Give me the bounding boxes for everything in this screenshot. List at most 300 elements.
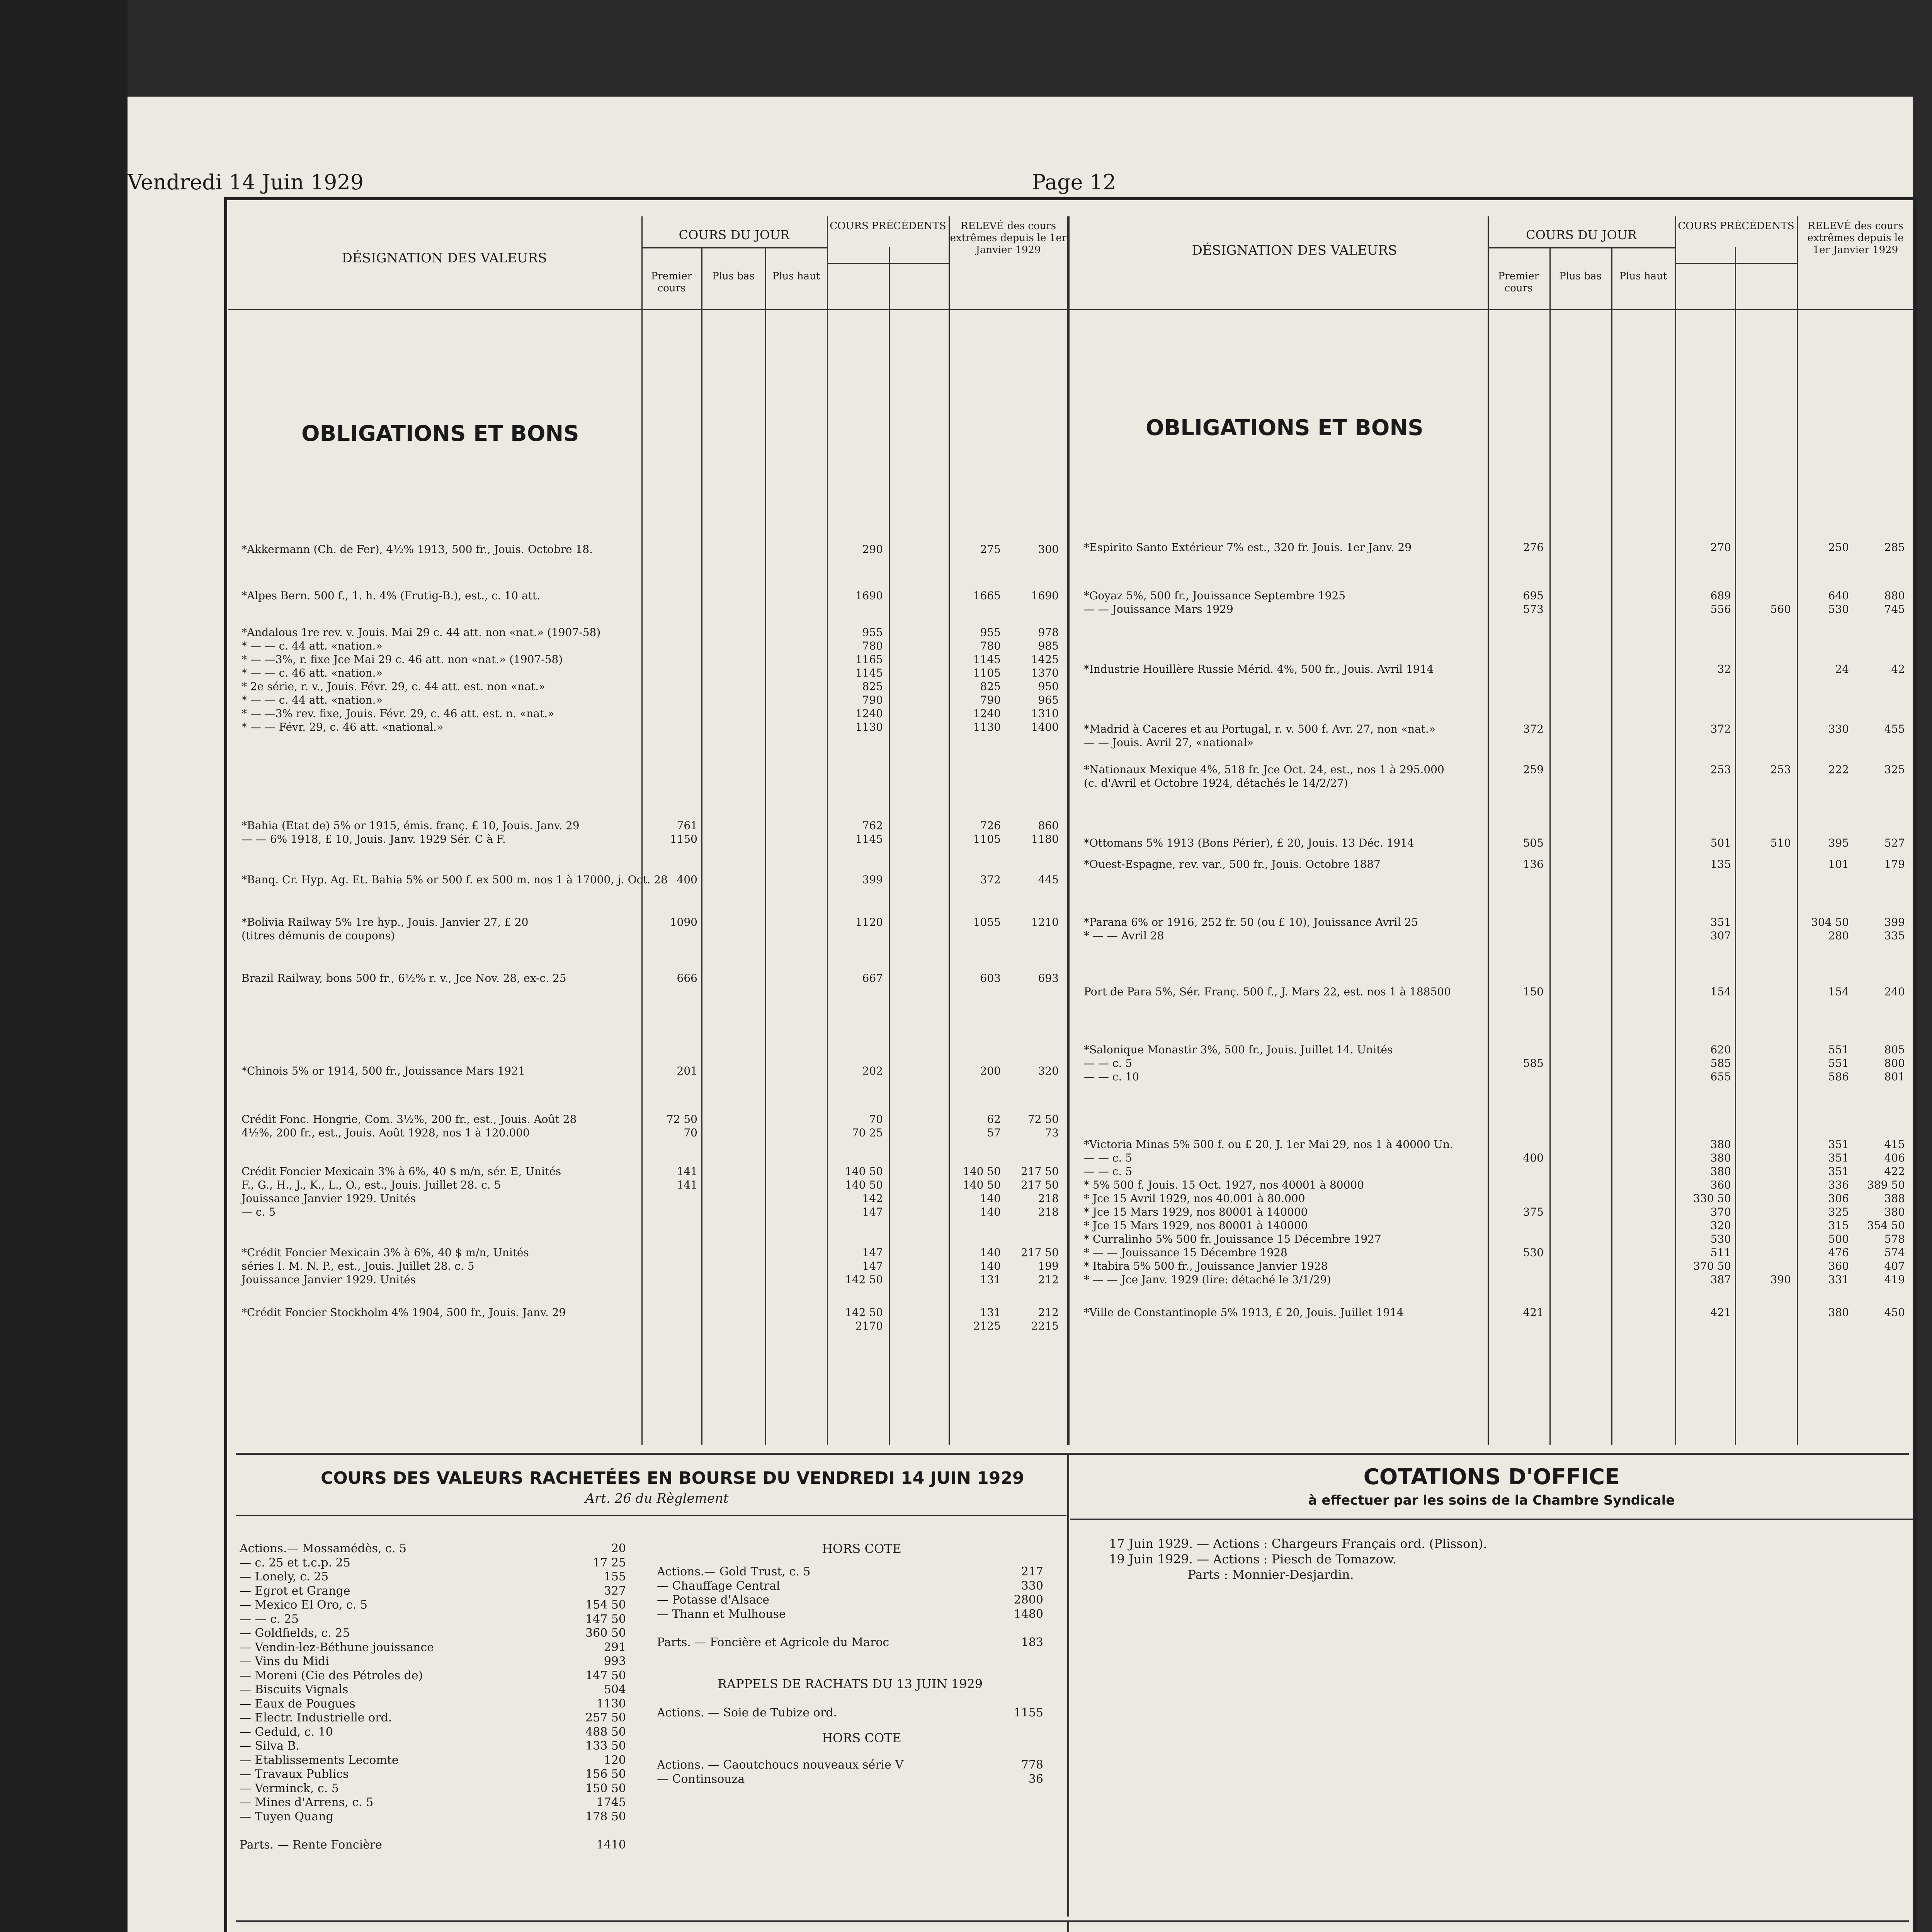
left-row-name: * — — c. 44 att. «nation.» bbox=[242, 694, 383, 706]
right-row-name: *Ville de Constantinople 5% 1913, £ 20, Jouis. Juillet 1914 bbox=[1084, 1306, 1404, 1319]
left-row-name: Brazil Railway, bons 500 fr., 6½% r. v., Jce Nov. 28, ex-c. 25 bbox=[242, 972, 566, 985]
left-row-name: *Crédit Foncier Mexicain 3% à 6%, 40 $ m/n, Unités bbox=[242, 1246, 529, 1259]
col-line bbox=[1549, 247, 1551, 1445]
col-line bbox=[1735, 247, 1736, 1445]
right-row-high: 179 bbox=[1884, 858, 1905, 871]
left-row-high: 320 bbox=[1038, 1065, 1059, 1077]
left-row-name: * 2e série, r. v., Jouis. Févr. 29, c. 44 att. est. non «nat.» bbox=[242, 680, 546, 693]
right-row-low: 24 bbox=[1835, 663, 1849, 675]
left-row-low: 131 bbox=[980, 1273, 1001, 1286]
right-row-low: 586 bbox=[1828, 1070, 1849, 1083]
right-row-high: 354 50 bbox=[1867, 1219, 1905, 1232]
left-row-low: 825 bbox=[980, 680, 1001, 693]
right-row-prec-bas: 556 bbox=[1710, 603, 1731, 616]
right-row-prec-haut: 560 bbox=[1770, 603, 1791, 616]
right-row-name: * Jce 15 Avril 1929, nos 40.001 à 80.000 bbox=[1084, 1192, 1305, 1205]
left-row-low: 955 bbox=[980, 626, 1001, 639]
col-designation-right: DÉSIGNATION DES VALEURS bbox=[1192, 243, 1397, 258]
rappels-rachats-label: RAPPELS DE RACHATS DU 13 JUIN 1929 bbox=[717, 1677, 983, 1691]
left-row-low: 275 bbox=[980, 543, 1001, 556]
left-row-prec: 1145 bbox=[855, 833, 883, 845]
left-row-low: 131 bbox=[980, 1306, 1001, 1319]
right-row-name: * 5% 500 f. Jouis. 15 Oct. 1927, nos 40001 à 80000 bbox=[1084, 1179, 1364, 1191]
left-row-name: *Bahia (Etat de) 5% or 1915, émis. franç. £ 10, Jouis. Janv. 29 bbox=[242, 819, 580, 832]
page-header bbox=[128, 170, 1785, 201]
right-row-high: 399 bbox=[1884, 916, 1905, 929]
changes-divider bbox=[1067, 1920, 1069, 1932]
right-row-low: 304 50 bbox=[1811, 916, 1849, 929]
col-line bbox=[765, 247, 766, 1445]
section-rule bbox=[236, 1920, 1909, 1922]
right-row-prec-bas: 511 bbox=[1710, 1246, 1731, 1259]
right-row-low: 101 bbox=[1828, 858, 1849, 871]
left-row-name: — c. 5 bbox=[242, 1206, 276, 1218]
right-row-prec-haut: 510 bbox=[1770, 837, 1791, 849]
left-row-low: 372 bbox=[980, 873, 1001, 886]
left-row-high: 445 bbox=[1038, 873, 1059, 886]
left-row-low: 2125 bbox=[973, 1320, 1001, 1332]
right-row-prec-bas: 380 bbox=[1710, 1151, 1731, 1164]
left-row-prec: 780 bbox=[862, 639, 883, 652]
right-row-prec-haut: 390 bbox=[1770, 1273, 1791, 1286]
right-row-prec-bas: 135 bbox=[1710, 858, 1731, 871]
right-row-high: 805 bbox=[1884, 1043, 1905, 1056]
left-row-high: 1210 bbox=[1031, 916, 1059, 929]
header-rule bbox=[641, 247, 827, 248]
left-row-low: 780 bbox=[980, 639, 1001, 652]
right-row-low: 640 bbox=[1828, 589, 1849, 602]
right-row-prec-bas: 320 bbox=[1710, 1219, 1731, 1232]
left-row-prec: 147 bbox=[862, 1260, 883, 1272]
right-row-prec-bas: 270 bbox=[1710, 541, 1731, 554]
col-premier-right: Premier cours bbox=[1498, 270, 1539, 294]
right-row-name: * Jce 15 Mars 1929, nos 80001 à 140000 bbox=[1084, 1206, 1308, 1218]
left-row-premier: 1090 bbox=[670, 916, 697, 929]
right-row-prec-bas: 620 bbox=[1710, 1043, 1731, 1056]
right-row-high: 527 bbox=[1884, 837, 1905, 849]
left-row-name: Crédit Fonc. Hongrie, Com. 3½%, 200 fr., est., Jouis. Août 28 bbox=[242, 1113, 577, 1126]
left-row-low: 726 bbox=[980, 819, 1001, 832]
left-row-high: 212 bbox=[1038, 1306, 1059, 1319]
right-row-low: 280 bbox=[1828, 929, 1849, 942]
left-row-prec: 667 bbox=[862, 972, 883, 985]
col-plus-haut: Plus haut bbox=[772, 270, 820, 282]
left-row-prec: 290 bbox=[862, 543, 883, 556]
left-row-name: *Chinois 5% or 1914, 500 fr., Jouissance Mars 1921 bbox=[242, 1065, 525, 1077]
left-row-name: * — —3%, r. fixe Jce Mai 29 c. 46 att. non «nat.» (1907-58) bbox=[242, 653, 563, 666]
right-row-low: 530 bbox=[1828, 603, 1849, 616]
left-row-name: F., G., H., J., K., L., O., est., Jouis. Juillet 28. c. 5 bbox=[242, 1179, 501, 1191]
left-row-name: 4½%, 200 fr., est., Jouis. Août 1928, nos 1 à 120.000 bbox=[242, 1126, 530, 1139]
right-row-prec-bas: 387 bbox=[1710, 1273, 1731, 1286]
left-row-prec: 70 bbox=[869, 1113, 883, 1126]
left-row-prec: 1120 bbox=[855, 916, 883, 929]
left-row-name: Crédit Foncier Mexicain 3% à 6%, 40 $ m/n, sér. E, Unités bbox=[242, 1165, 561, 1178]
right-row-low: 330 bbox=[1828, 723, 1849, 735]
col-releve: RELEVÉ des cours extrêmes depuis le 1er Janvier 1929 bbox=[950, 220, 1067, 256]
right-row-prec-bas: 655 bbox=[1710, 1070, 1731, 1083]
right-row-low: 351 bbox=[1828, 1165, 1849, 1178]
left-row-high: 217 50 bbox=[1021, 1179, 1059, 1191]
rachat-list: Actions.— Mossamédès, c. 5 — c. 25 et t.c.p. 25 — Lonely, c. 25 — Egrot et Grange — Mexico El Oro, c. 5 — — c. 25 — Goldfields, c. 25 — Vendin-lez-Béthune jouissance — Vins du Midi — Moreni (Cie des Pétroles de) — Biscuits Vignals — Eaux de Pougues — Electr. Industrielle ord. — Geduld, c. 10 — Silva B. — Etablissements Lecomte — Travaux Publics — Verminck, c. 5 — Mines d'Arrens, c. 5 — Tuyen Quang Parts. — Rente Foncière bbox=[240, 1542, 434, 1852]
header-rule bbox=[1675, 263, 1797, 264]
rappels-rachats-values: 1155 bbox=[1014, 1706, 1043, 1719]
right-row-high: 406 bbox=[1884, 1151, 1905, 1164]
left-row-name: * — — c. 46 att. «nation.» bbox=[242, 667, 383, 679]
right-row-name: Port de Para 5%, Sér. Franç. 500 f., J. Mars 22, est. nos 1 à 188500 bbox=[1084, 985, 1451, 998]
right-row-name: *Ottomans 5% 1913 (Bons Périer), £ 20, Jouis. 13 Déc. 1914 bbox=[1084, 837, 1414, 849]
right-row-name: * Jce 15 Mars 1929, nos 80001 à 140000 bbox=[1084, 1219, 1308, 1232]
left-row-name: séries I. M. N. P., est., Jouis. Juillet 28. c. 5 bbox=[242, 1260, 474, 1272]
left-row-low: 62 bbox=[987, 1113, 1001, 1126]
rappels-rachats-list: Actions. — Soie de Tubize ord. bbox=[657, 1706, 837, 1719]
right-row-name: — — c. 5 bbox=[1084, 1151, 1133, 1164]
right-row-prec-bas: 307 bbox=[1710, 929, 1731, 942]
right-row-low: 336 bbox=[1828, 1179, 1849, 1191]
col-cours-jour-right: COURS DU JOUR bbox=[1526, 228, 1637, 242]
right-row-premier: 276 bbox=[1523, 541, 1544, 554]
col-cours-prec-right: COURS PRÉCÉDENTS bbox=[1678, 220, 1794, 232]
right-row-name: *Goyaz 5%, 500 fr., Jouissance Septembre 1925 bbox=[1084, 589, 1346, 602]
right-row-low: 380 bbox=[1828, 1306, 1849, 1319]
header-rule bbox=[827, 263, 949, 264]
left-row-name: *Banq. Cr. Hyp. Ag. Et. Bahia 5% or 500 f. ex 500 m. nos 1 à 17000, j. Oct. 28 bbox=[242, 873, 668, 886]
right-row-high: 335 bbox=[1884, 929, 1905, 942]
right-row-name: — — c. 5 bbox=[1084, 1057, 1133, 1070]
left-row-low: 1105 bbox=[973, 667, 1001, 679]
right-row-premier: 573 bbox=[1523, 603, 1544, 616]
right-row-high: 455 bbox=[1884, 723, 1905, 735]
left-row-prec: 1145 bbox=[855, 667, 883, 679]
left-row-low: 790 bbox=[980, 694, 1001, 706]
right-row-name: *Industrie Houillère Russie Mérid. 4%, 500 fr., Jouis. Avril 1914 bbox=[1084, 663, 1434, 675]
left-row-high: 1370 bbox=[1031, 667, 1059, 679]
col-line bbox=[1488, 216, 1489, 1445]
right-row-name: — — c. 5 bbox=[1084, 1165, 1133, 1178]
right-row-premier: 530 bbox=[1523, 1246, 1544, 1259]
rachat-subtitle: Art. 26 du Règlement bbox=[585, 1491, 729, 1506]
col-line bbox=[1675, 216, 1676, 1445]
hors-cote-label-2: HORS COTE bbox=[822, 1731, 901, 1745]
left-row-high: 199 bbox=[1038, 1260, 1059, 1272]
office-subtitle: à effectuer par les soins de la Chambre Syndicale bbox=[1308, 1493, 1675, 1508]
hors-cote-values-2: 778 36 bbox=[1021, 1758, 1043, 1786]
right-row-premier: 372 bbox=[1523, 723, 1544, 735]
col-line bbox=[949, 216, 950, 1445]
right-row-low: 551 bbox=[1828, 1057, 1849, 1070]
right-row-premier: 375 bbox=[1523, 1206, 1544, 1218]
page-date: Vendredi 14 Juin 1929 bbox=[128, 170, 364, 194]
left-row-high: 1180 bbox=[1031, 833, 1059, 845]
right-row-name: *Salonique Monastir 3%, 500 fr., Jouis. Juillet 14. Unités bbox=[1084, 1043, 1393, 1056]
mid-divider bbox=[1067, 1453, 1069, 1917]
right-row-premier: 150 bbox=[1523, 985, 1544, 998]
right-row-prec-bas: 585 bbox=[1710, 1057, 1731, 1070]
left-row-low: 140 bbox=[980, 1206, 1001, 1218]
right-row-low: 360 bbox=[1828, 1260, 1849, 1272]
left-row-low: 1145 bbox=[973, 653, 1001, 666]
left-row-name: * — —3% rev. fixe, Jouis. Févr. 29, c. 46 att. est. n. «nat.» bbox=[242, 707, 554, 720]
left-row-high: 218 bbox=[1038, 1192, 1059, 1205]
left-row-low: 140 bbox=[980, 1260, 1001, 1272]
hors-cote-label: HORS COTE bbox=[822, 1541, 901, 1556]
right-row-low: 306 bbox=[1828, 1192, 1849, 1205]
right-row-name: * Itabira 5% 500 fr., Jouissance Janvier 1928 bbox=[1084, 1260, 1328, 1272]
right-row-prec-bas: 370 50 bbox=[1693, 1260, 1731, 1272]
left-row-high: 1310 bbox=[1031, 707, 1059, 720]
left-row-premier: 70 bbox=[684, 1126, 697, 1139]
right-row-name: *Madrid à Caceres et au Portugal, r. v. 500 f. Avr. 27, non «nat.» bbox=[1084, 723, 1435, 735]
left-row-prec: 790 bbox=[862, 694, 883, 706]
right-row-low: 222 bbox=[1828, 763, 1849, 776]
left-row-premier: 1150 bbox=[670, 833, 697, 845]
right-row-name: — — Jouissance Mars 1929 bbox=[1084, 603, 1233, 616]
left-row-name: (titres démunis de coupons) bbox=[242, 929, 395, 942]
right-row-low: 476 bbox=[1828, 1246, 1849, 1259]
right-row-prec-bas: 370 bbox=[1710, 1206, 1731, 1218]
left-row-prec: 142 50 bbox=[845, 1306, 883, 1319]
left-row-high: 2215 bbox=[1031, 1320, 1059, 1332]
rachat-values: 20 17 25 155 327 154 50 147 50 360 50 291 993 147 50 504 1130 257 50 488 50 133 50 120 156 50 150 50 1745 178 50 1410 bbox=[585, 1542, 626, 1852]
right-row-premier: 421 bbox=[1523, 1306, 1544, 1319]
left-row-high: 950 bbox=[1038, 680, 1059, 693]
right-row-premier: 136 bbox=[1523, 858, 1544, 871]
left-row-prec: 399 bbox=[862, 873, 883, 886]
left-row-high: 72 50 bbox=[1027, 1113, 1059, 1126]
col-releve-right: RELEVÉ des cours extrêmes depuis le 1er Janvier 1929 bbox=[1807, 220, 1904, 256]
right-row-high: 419 bbox=[1884, 1273, 1905, 1286]
right-row-premier: 259 bbox=[1523, 763, 1544, 776]
left-row-high: 985 bbox=[1038, 639, 1059, 652]
left-row-low: 200 bbox=[980, 1065, 1001, 1077]
right-row-high: 800 bbox=[1884, 1057, 1905, 1070]
right-row-premier: 505 bbox=[1523, 837, 1544, 849]
col-line bbox=[889, 247, 890, 1445]
left-row-prec: 147 bbox=[862, 1246, 883, 1259]
left-row-prec: 140 50 bbox=[845, 1179, 883, 1191]
right-row-high: 745 bbox=[1884, 603, 1905, 616]
col-designation: DÉSIGNATION DES VALEURS bbox=[342, 250, 547, 266]
right-row-name: — — c. 10 bbox=[1084, 1070, 1139, 1083]
left-row-low: 1240 bbox=[973, 707, 1001, 720]
right-row-name: *Espirito Santo Extérieur 7% est., 320 fr. Jouis. 1er Janv. 29 bbox=[1084, 541, 1412, 554]
left-row-low: 1665 bbox=[973, 589, 1001, 602]
col-line bbox=[1611, 247, 1612, 1445]
right-row-low: 315 bbox=[1828, 1219, 1849, 1232]
left-row-high: 978 bbox=[1038, 626, 1059, 639]
page-number: Page 12 bbox=[1032, 170, 1116, 194]
left-row-high: 693 bbox=[1038, 972, 1059, 985]
left-row-prec: 142 50 bbox=[845, 1273, 883, 1286]
right-row-prec-bas: 530 bbox=[1710, 1233, 1731, 1245]
right-row-prec-bas: 501 bbox=[1710, 837, 1731, 849]
right-row-low: 351 bbox=[1828, 1151, 1849, 1164]
left-row-low: 1130 bbox=[973, 721, 1001, 733]
left-row-prec: 70 25 bbox=[852, 1126, 883, 1139]
office-lines: 17 Juin 1929. — Actions : Chargeurs Français ord. (Plisson). 19 Juin 1929. — Actions : Piesch de Tomazow. Parts : Monnier-Desjardin. bbox=[1109, 1536, 1487, 1582]
left-row-prec: 2170 bbox=[855, 1320, 883, 1332]
left-row-high: 1400 bbox=[1031, 721, 1059, 733]
right-row-name: * — — Avril 28 bbox=[1084, 929, 1164, 942]
right-row-prec-bas: 253 bbox=[1710, 763, 1731, 776]
left-row-name: Jouissance Janvier 1929. Unités bbox=[242, 1273, 416, 1286]
right-row-high: 285 bbox=[1884, 541, 1905, 554]
left-row-premier: 666 bbox=[677, 972, 697, 985]
right-row-low: 325 bbox=[1828, 1206, 1849, 1218]
right-row-high: 42 bbox=[1891, 663, 1905, 675]
col-line bbox=[701, 247, 702, 1445]
left-row-low: 140 bbox=[980, 1246, 1001, 1259]
left-row-premier: 72 50 bbox=[666, 1113, 697, 1126]
left-row-low: 140 50 bbox=[963, 1179, 1001, 1191]
header-rule bbox=[1488, 247, 1675, 248]
left-row-name: Jouissance Janvier 1929. Unités bbox=[242, 1192, 416, 1205]
col-line bbox=[1797, 216, 1798, 1445]
right-row-low: 551 bbox=[1828, 1043, 1849, 1056]
right-row-high: 325 bbox=[1884, 763, 1905, 776]
left-row-name: *Bolivia Railway 5% 1re hyp., Jouis. Janvier 27, £ 20 bbox=[242, 916, 529, 929]
left-row-prec: 202 bbox=[862, 1065, 883, 1077]
right-row-name: — — Jouis. Avril 27, «national» bbox=[1084, 736, 1254, 749]
right-row-high: 389 50 bbox=[1867, 1179, 1905, 1191]
hors-cote-list: Actions.— Gold Trust, c. 5 — Chauffage Central — Potasse d'Alsace — Thann et Mulhouse Parts. — Foncière et Agricole du Maroc bbox=[657, 1565, 889, 1649]
section-rule bbox=[236, 1453, 1909, 1455]
right-row-name: * — — Jce Janv. 1929 (lire: détaché le 3/1/29) bbox=[1084, 1273, 1331, 1286]
right-row-prec-bas: 380 bbox=[1710, 1138, 1731, 1151]
center-divider bbox=[1067, 216, 1070, 1445]
left-row-prec: 140 50 bbox=[845, 1165, 883, 1178]
left-row-premier: 141 bbox=[677, 1179, 697, 1191]
right-row-low: 395 bbox=[1828, 837, 1849, 849]
right-row-name: * — — Jouissance 15 Décembre 1928 bbox=[1084, 1246, 1287, 1259]
left-row-low: 1055 bbox=[973, 916, 1001, 929]
right-row-high: 422 bbox=[1884, 1165, 1905, 1178]
left-row-name: *Akkermann (Ch. de Fer), 4½% 1913, 500 fr., Jouis. Octobre 18. bbox=[242, 543, 593, 556]
right-row-prec-bas: 421 bbox=[1710, 1306, 1731, 1319]
left-row-low: 57 bbox=[987, 1126, 1001, 1139]
left-row-prec: 147 bbox=[862, 1206, 883, 1218]
right-row-low: 351 bbox=[1828, 1138, 1849, 1151]
rule bbox=[1070, 1519, 1913, 1520]
left-row-low: 1105 bbox=[973, 833, 1001, 845]
right-row-high: 407 bbox=[1884, 1260, 1905, 1272]
right-row-prec-bas: 351 bbox=[1710, 916, 1731, 929]
right-row-high: 880 bbox=[1884, 589, 1905, 602]
col-plus-bas: Plus bas bbox=[712, 270, 755, 282]
left-row-premier: 201 bbox=[677, 1065, 697, 1077]
right-row-high: 240 bbox=[1884, 985, 1905, 998]
left-row-prec: 1165 bbox=[855, 653, 883, 666]
left-row-low: 140 50 bbox=[963, 1165, 1001, 1178]
hors-cote-values: 217 330 2800 1480 183 bbox=[1014, 1565, 1043, 1649]
right-row-low: 500 bbox=[1828, 1233, 1849, 1245]
right-row-high: 578 bbox=[1884, 1233, 1905, 1245]
left-row-high: 965 bbox=[1038, 694, 1059, 706]
right-row-high: 388 bbox=[1884, 1192, 1905, 1205]
left-row-prec: 1130 bbox=[855, 721, 883, 733]
right-row-name: *Parana 6% or 1916, 252 fr. 50 (ou £ 10), Jouissance Avril 25 bbox=[1084, 916, 1418, 929]
right-row-name: *Victoria Minas 5% 500 f. ou £ 20, J. 1er Mai 29, nos 1 à 40000 Un. bbox=[1084, 1138, 1453, 1151]
right-row-high: 574 bbox=[1884, 1246, 1905, 1259]
left-row-name: *Alpes Bern. 500 f., 1. h. 4% (Frutig-B.), est., c. 10 att. bbox=[242, 589, 541, 602]
left-row-high: 73 bbox=[1045, 1126, 1059, 1139]
left-row-high: 1425 bbox=[1031, 653, 1059, 666]
left-row-high: 1690 bbox=[1031, 589, 1059, 602]
left-row-prec: 1690 bbox=[855, 589, 883, 602]
left-row-high: 217 50 bbox=[1021, 1165, 1059, 1178]
rachat-title: COURS DES VALEURS RACHETÉES EN BOURSE DU VENDREDI 14 JUIN 1929 bbox=[321, 1468, 1024, 1488]
right-row-high: 450 bbox=[1884, 1306, 1905, 1319]
right-row-name: *Nationaux Mexique 4%, 518 fr. Jce Oct. 24, est., nos 1 à 295.000 bbox=[1084, 763, 1444, 776]
left-row-premier: 761 bbox=[677, 819, 697, 832]
hors-cote-list-2: Actions. — Caoutchoucs nouveaux série V — Continsouza bbox=[657, 1758, 904, 1786]
right-row-premier: 695 bbox=[1523, 589, 1544, 602]
right-row-prec-bas: 32 bbox=[1717, 663, 1731, 675]
right-row-low: 331 bbox=[1828, 1273, 1849, 1286]
left-row-high: 217 50 bbox=[1021, 1246, 1059, 1259]
col-cours-jour: COURS DU JOUR bbox=[679, 228, 790, 242]
left-row-prec: 825 bbox=[862, 680, 883, 693]
section-title-right: OBLIGATIONS ET BONS bbox=[1146, 415, 1423, 440]
left-row-high: 212 bbox=[1038, 1273, 1059, 1286]
left-row-low: 603 bbox=[980, 972, 1001, 985]
right-row-name: *Ouest-Espagne, rev. var., 500 fr., Jouis. Octobre 1887 bbox=[1084, 858, 1381, 871]
right-row-name: (c. d'Avril et Octobre 1924, détachés le 14/2/27) bbox=[1084, 777, 1348, 789]
right-row-premier: 400 bbox=[1523, 1151, 1544, 1164]
col-plus-haut-right: Plus haut bbox=[1619, 270, 1667, 282]
left-row-prec: 1240 bbox=[855, 707, 883, 720]
right-row-prec-bas: 330 50 bbox=[1693, 1192, 1731, 1205]
right-row-prec-bas: 360 bbox=[1710, 1179, 1731, 1191]
rule bbox=[236, 1515, 1066, 1516]
office-title: COTATIONS D'OFFICE bbox=[1363, 1464, 1620, 1490]
left-row-premier: 400 bbox=[677, 873, 697, 886]
right-row-prec-haut: 253 bbox=[1770, 763, 1791, 776]
left-row-name: *Andalous 1re rev. v. Jouis. Mai 29 c. 44 att. non «nat.» (1907-58) bbox=[242, 626, 601, 639]
left-row-prec: 142 bbox=[862, 1192, 883, 1205]
right-row-low: 154 bbox=[1828, 985, 1849, 998]
right-row-prec-bas: 380 bbox=[1710, 1165, 1731, 1178]
col-line bbox=[827, 216, 828, 1445]
left-row-name: *Crédit Foncier Stockholm 4% 1904, 500 fr., Jouis. Janv. 29 bbox=[242, 1306, 566, 1319]
left-row-prec: 955 bbox=[862, 626, 883, 639]
left-row-name: * — — c. 44 att. «nation.» bbox=[242, 639, 383, 652]
right-row-premier: 585 bbox=[1523, 1057, 1544, 1070]
left-row-high: 218 bbox=[1038, 1206, 1059, 1218]
right-row-prec-bas: 154 bbox=[1710, 985, 1731, 998]
right-row-name: * Curralinho 5% 500 fr. Jouissance 15 Décembre 1927 bbox=[1084, 1233, 1381, 1245]
left-row-premier: 141 bbox=[677, 1165, 697, 1178]
right-row-low: 250 bbox=[1828, 541, 1849, 554]
left-row-name: * — — Févr. 29, c. 46 att. «national.» bbox=[242, 721, 444, 733]
left-row-low: 140 bbox=[980, 1192, 1001, 1205]
right-row-prec-bas: 689 bbox=[1710, 589, 1731, 602]
left-row-name: — — 6% 1918, £ 10, Jouis. Janv. 1929 Sér. C à F. bbox=[242, 833, 506, 845]
col-cours-prec: COURS PRÉCÉDENTS bbox=[830, 220, 946, 232]
header-rule bbox=[228, 309, 1913, 310]
section-title-left: OBLIGATIONS ET BONS bbox=[301, 421, 579, 446]
right-row-high: 415 bbox=[1884, 1138, 1905, 1151]
left-row-high: 300 bbox=[1038, 543, 1059, 556]
col-line bbox=[641, 216, 643, 1445]
left-row-high: 860 bbox=[1038, 819, 1059, 832]
col-premier: Premier cours bbox=[651, 270, 692, 294]
col-plus-bas-right: Plus bas bbox=[1559, 270, 1602, 282]
right-row-high: 801 bbox=[1884, 1070, 1905, 1083]
left-row-prec: 762 bbox=[862, 819, 883, 832]
right-row-prec-bas: 372 bbox=[1710, 723, 1731, 735]
right-row-high: 380 bbox=[1884, 1206, 1905, 1218]
